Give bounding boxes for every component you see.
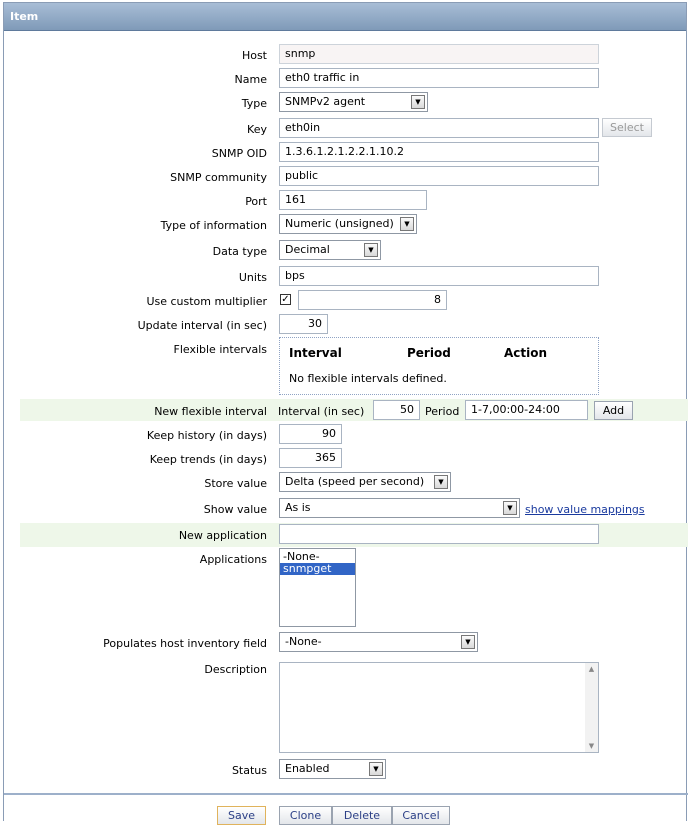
data-type-select[interactable]: [279, 240, 381, 260]
save-button[interactable]: Save: [217, 806, 266, 825]
application-option-snmpget[interactable]: snmpget: [280, 563, 355, 575]
period-input[interactable]: 1-7,00:00-24:00: [465, 400, 588, 420]
snmp-oid-label: SNMP OID: [211, 147, 267, 160]
key-label: Key: [247, 123, 267, 136]
keep-history-label: Keep history (in days): [146, 429, 267, 442]
key-input[interactable]: eth0in: [279, 118, 599, 138]
keep-trends-input[interactable]: 365: [279, 448, 342, 468]
chevron-down-icon: ▼: [411, 95, 425, 109]
data-type-label: Data type: [212, 245, 267, 258]
chevron-down-icon: ▼: [369, 762, 383, 776]
units-label: Units: [238, 271, 267, 284]
snmp-oid-input[interactable]: 1.3.6.1.2.1.2.2.1.10.2: [279, 142, 599, 162]
show-value-select[interactable]: [279, 498, 520, 518]
store-value-value: Delta (speed per second): [285, 475, 425, 488]
form-footer: [4, 793, 688, 825]
host-field: snmp: [279, 44, 599, 64]
keep-history-input[interactable]: 90: [279, 424, 342, 444]
units-input[interactable]: bps: [279, 266, 599, 286]
flexible-intervals-empty: No flexible intervals defined.: [289, 372, 447, 385]
key-select-button[interactable]: Select: [602, 118, 652, 137]
column-header-period: Period: [407, 346, 451, 360]
form-title-bar: [4, 3, 686, 31]
new-application-label: New application: [178, 529, 267, 542]
type-of-information-value: Numeric (unsigned): [285, 217, 394, 230]
flexible-intervals-label: Flexible intervals: [173, 343, 267, 356]
show-value-mappings-link[interactable]: show value mappings: [525, 503, 645, 516]
update-interval-label: Update interval (in sec): [137, 319, 267, 332]
type-label: Type: [241, 97, 267, 110]
chevron-down-icon: ▼: [400, 217, 414, 231]
description-scrollbar[interactable]: [585, 663, 598, 752]
type-value: SNMPv2 agent: [285, 95, 366, 108]
data-type-value: Decimal: [285, 243, 330, 256]
chevron-down-icon: ▼: [503, 501, 517, 515]
name-input[interactable]: eth0 traffic in: [279, 68, 599, 88]
store-value-select[interactable]: [279, 472, 451, 492]
custom-multiplier-input[interactable]: 8: [298, 290, 447, 310]
snmp-community-label: SNMP community: [170, 171, 267, 184]
inventory-value: -None-: [285, 635, 322, 648]
inventory-select[interactable]: [279, 632, 478, 652]
port-label: Port: [245, 195, 267, 208]
add-interval-button[interactable]: Add: [594, 401, 633, 420]
port-input[interactable]: 161: [279, 190, 427, 210]
chevron-down-icon: ▼: [434, 475, 448, 489]
keep-trends-label: Keep trends (in days): [149, 453, 267, 466]
applications-label: Applications: [199, 553, 267, 566]
snmp-community-input[interactable]: public: [279, 166, 599, 186]
custom-multiplier-checkbox[interactable]: ✓: [281, 294, 290, 305]
status-select[interactable]: [279, 759, 386, 779]
show-value-label: Show value: [203, 503, 267, 516]
type-select[interactable]: [279, 92, 428, 112]
column-header-action: Action: [504, 346, 548, 360]
name-label: Name: [234, 73, 267, 86]
period-label: Period: [425, 405, 460, 418]
chevron-down-icon: ▼: [364, 243, 378, 257]
scroll-down-icon[interactable]: ▼: [588, 742, 595, 750]
form-title: Item: [10, 10, 39, 23]
host-label: Host: [241, 49, 267, 62]
chevron-down-icon: ▼: [461, 635, 475, 649]
item-form: [3, 2, 687, 821]
delete-button[interactable]: Delete: [332, 806, 392, 825]
store-value-label: Store value: [204, 477, 267, 490]
inventory-label: Populates host inventory field: [103, 637, 267, 650]
new-interval-input[interactable]: 50: [373, 400, 420, 420]
type-of-information-select[interactable]: [279, 214, 417, 234]
scroll-up-icon[interactable]: ▲: [588, 665, 595, 673]
clone-button[interactable]: Clone: [279, 806, 332, 825]
interval-sec-label: Interval (in sec): [278, 405, 365, 418]
status-value: Enabled: [285, 762, 330, 775]
description-textarea[interactable]: [279, 662, 599, 753]
description-label: Description: [204, 663, 267, 676]
flexible-intervals-table: [279, 337, 599, 395]
show-value-value: As is: [285, 501, 311, 514]
type-of-information-label: Type of information: [160, 219, 267, 232]
cancel-button[interactable]: Cancel: [392, 806, 450, 825]
new-flexible-interval-label: New flexible interval: [154, 405, 267, 418]
application-option-none[interactable]: -None-: [283, 550, 320, 563]
new-application-input[interactable]: [279, 524, 599, 544]
column-header-interval: Interval: [289, 346, 342, 360]
status-label: Status: [231, 764, 267, 777]
update-interval-input[interactable]: 30: [279, 314, 328, 334]
applications-listbox[interactable]: [279, 548, 356, 627]
custom-multiplier-label: Use custom multiplier: [146, 295, 267, 308]
